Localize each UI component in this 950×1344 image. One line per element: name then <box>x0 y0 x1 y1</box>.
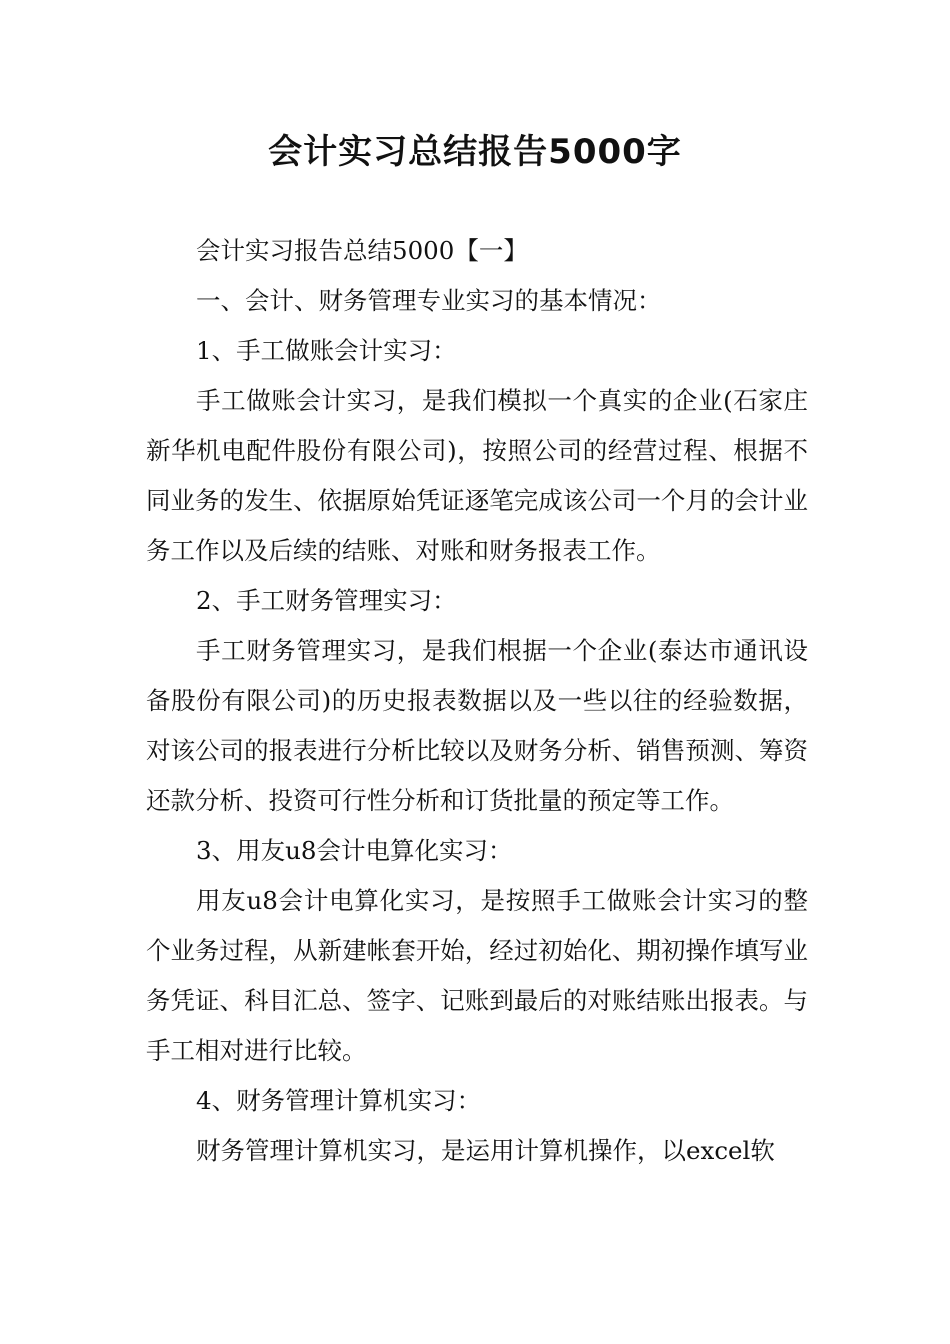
item-heading-2: 2、手工财务管理实习： <box>196 586 457 615</box>
document-title: 会计实习总结报告5000字 <box>268 132 682 172</box>
item-heading-4: 4、财务管理计算机实习： <box>196 1086 482 1115</box>
paragraph-2: 手工财务管理实习，是我们根据一个企业(泰达市通讯设备股份有限公司)的历史报表数据以及一些以往的经验数据，对该公司的报表进行分析比较以及财务分析、销售预测、筹资还款分析、投资可行性分析和订货批量的预定等工作。 <box>146 636 808 815</box>
paragraph-3: 用友u8会计电算化实习，是按照手工做账会计实习的整个业务过程，从新建帐套开始，经过初始化、期初操作填写业务凭证、科目汇总、签字、记账到最后的对账结账出报表。与手工相对进行比较。 <box>146 886 808 1065</box>
item-heading-1: 1、手工做账会计实习： <box>196 336 457 365</box>
paragraph-1: 手工做账会计实习，是我们模拟一个真实的企业(石家庄新华机电配件股份有限公司)，按照公司的经营过程、根据不同业务的发生、依据原始凭证逐笔完成该公司一个月的会计业务工作以及后续的结账、对账和财务报表工作。 <box>146 386 808 565</box>
subsection-heading: 一、会计、财务管理专业实习的基本情况： <box>196 286 662 315</box>
paragraph-4: 财务管理计算机实习，是运用计算机操作，以excel软 <box>196 1136 775 1165</box>
document-body <box>146 226 808 1176</box>
item-heading-3: 3、用友u8会计电算化实习： <box>196 836 513 865</box>
section-heading: 会计实习报告总结5000【一】 <box>196 236 528 265</box>
